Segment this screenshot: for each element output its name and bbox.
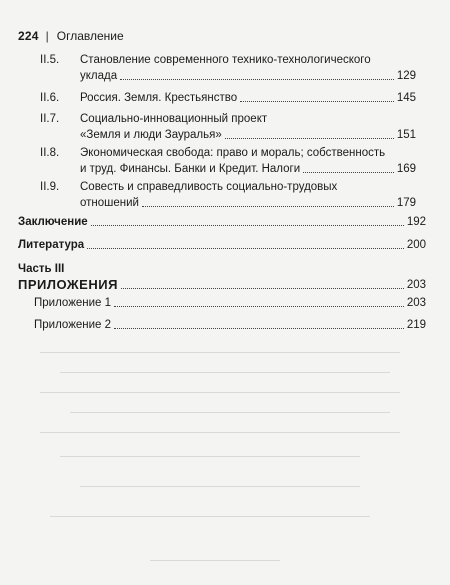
section-number: II.8.: [40, 147, 60, 159]
toc-entry-appendix-2[interactable]: [34, 317, 426, 333]
entry-line-2: [80, 161, 416, 177]
page-ref: 200: [406, 239, 426, 251]
dot-leader: [120, 79, 394, 80]
toc-entry-conclusion[interactable]: [18, 214, 426, 230]
toc-entry-appendix-1[interactable]: [34, 295, 426, 311]
dot-leader: [114, 328, 404, 329]
page-header: [18, 29, 124, 43]
entry-line-1: [18, 214, 426, 230]
show-through-line: [70, 412, 390, 413]
page-number: 224: [18, 29, 39, 43]
entry-title: Становление современного технико-технологического: [80, 54, 371, 66]
section-number: II.6.: [40, 92, 60, 104]
page-ref: 145: [396, 92, 416, 104]
toc-entry-ii-5[interactable]: [40, 52, 416, 84]
page-ref: 129: [396, 70, 416, 82]
entry-title: Приложение 2: [34, 319, 112, 331]
section-number: II.7.: [40, 113, 60, 125]
entry-line-2: [80, 68, 416, 84]
dot-leader: [121, 288, 404, 289]
section-number: II.9.: [40, 181, 60, 193]
show-through-line: [40, 432, 400, 433]
dot-leader: [87, 248, 404, 249]
running-title: Оглавление: [56, 29, 124, 43]
page-ref: 219: [406, 319, 426, 331]
section-number: II.5.: [40, 54, 60, 66]
show-through-line: [50, 516, 370, 517]
page-ref: 192: [406, 216, 426, 228]
show-through-line: [60, 456, 360, 457]
entry-line-2: [80, 127, 416, 143]
page-ref: 151: [396, 129, 416, 141]
entry-line-1: [34, 295, 426, 311]
show-through-line: [150, 560, 280, 561]
entry-line-1: [80, 111, 416, 127]
toc-entry-ii-6[interactable]: [40, 90, 416, 106]
entry-title: Литература: [18, 239, 85, 251]
show-through-line: [40, 392, 400, 393]
dot-leader: [142, 206, 394, 207]
page-ref: 179: [396, 197, 416, 209]
entry-title: Совесть и справедливость социально-трудовых: [80, 181, 338, 193]
entry-line-1: [80, 52, 416, 68]
entry-title: Россия. Земля. Крестьянство: [80, 92, 238, 104]
entry-line-1: [80, 90, 416, 106]
part-title: ПРИЛОЖЕНИЯ: [18, 277, 118, 292]
toc-entry-ii-7[interactable]: [40, 111, 416, 143]
entry-title-cont: уклада: [80, 70, 118, 82]
entry-title: Экономическая свобода: право и мораль; собственность: [80, 147, 386, 159]
show-through-line: [80, 486, 360, 487]
part-label-line: [18, 261, 426, 277]
dot-leader: [303, 172, 394, 173]
entry-title: Заключение: [18, 216, 88, 228]
dot-leader: [91, 225, 404, 226]
toc-entry-literature[interactable]: [18, 237, 426, 253]
page-ref: 203: [406, 297, 426, 309]
entry-title: Приложение 1: [34, 297, 112, 309]
entry-line-2: [80, 195, 416, 211]
dot-leader: [240, 101, 394, 102]
entry-title-cont: отношений: [80, 197, 139, 209]
entry-line-1: [18, 277, 426, 293]
header-separator: |: [45, 29, 49, 43]
page-ref: 203: [406, 279, 426, 291]
entry-line-1: [18, 237, 426, 253]
part-label: Часть III: [18, 263, 65, 275]
page-ref: 169: [396, 163, 416, 175]
entry-line-1: [80, 145, 416, 161]
toc-entry-ii-9[interactable]: [40, 179, 416, 211]
entry-line-1: [34, 317, 426, 333]
toc-entry-part-3[interactable]: [18, 261, 426, 293]
dot-leader: [225, 138, 394, 139]
entry-title-cont: «Земля и люди Зауралья»: [80, 129, 222, 141]
entry-line-1: [80, 179, 416, 195]
dot-leader: [114, 306, 404, 307]
show-through-line: [60, 372, 390, 373]
show-through-line: [40, 352, 400, 353]
entry-title: Социально-инновационный проект: [80, 113, 268, 125]
toc-entry-ii-8[interactable]: [40, 145, 416, 177]
entry-title-cont: и труд. Финансы. Банки и Кредит. Налоги: [80, 163, 301, 175]
